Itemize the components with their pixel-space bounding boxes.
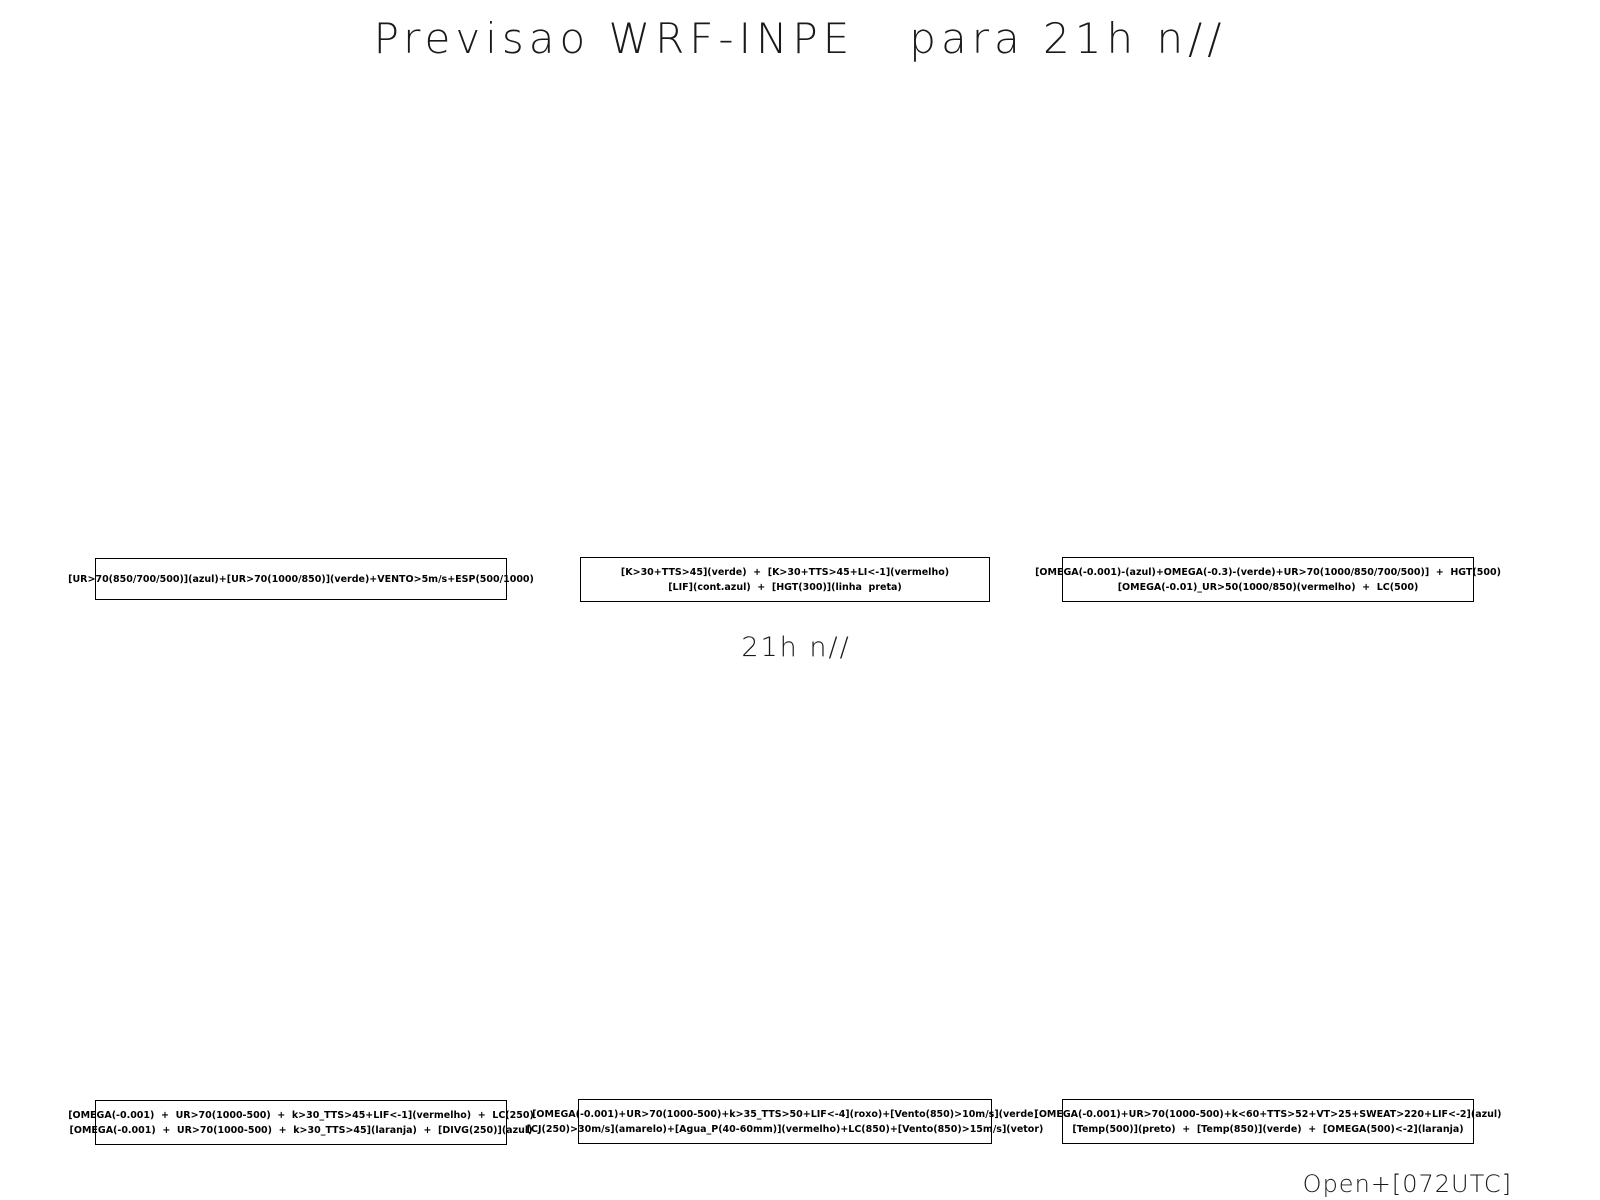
legend-box-bottom-middle [526,1099,1044,1144]
legend-box-top-left [68,558,534,600]
legend-line: [OMEGA(-0.001)+UR>70(1000-500)+k<60+TTS>52+VT>25+SWEAT>220+LIF<-2](azul) [1034,1108,1502,1120]
legend-line: [CJ(250)>30m/s](amarelo)+[Agua_P(40-60mm)](vermelho)+LC(850)+[Vento(850)>15m/s](vetor) [526,1123,1044,1135]
legend-box-bottom-left [68,1100,534,1145]
legend-line: [Temp(500)](preto) + [Temp(850)](verde) + [OMEGA(500)<-2](laranja) [1072,1123,1464,1135]
legend-box-top-middle [580,557,990,602]
legend-line: [OMEGA(-0.001) + UR>70(1000-500) + k>30_TTS>45](laranja) + [DIVG(250)](azul) [69,1124,533,1136]
legend-box-bottom-right [1034,1099,1502,1144]
middle-caption: 21h n// [741,632,851,663]
legend-line: [OMEGA(-0.001)+UR>70(1000-500)+k>35_TTS>50+LIF<-4](roxo)+[Vento(850)>10m/s](verde) [532,1108,1038,1120]
legend-line: [OMEGA(-0.001) + UR>70(1000-500) + k>30_TTS>45+LIF<-1](vermelho) + LC(250) [68,1109,534,1121]
footer-label: Open+[072UTC] [1302,1170,1512,1198]
legend-box-top-right [1035,557,1501,602]
page-title: Previsao WRF-INPE para 21h n// [373,14,1227,63]
legend-line: [OMEGA(-0.001)-(azul)+OMEGA(-0.3)-(verde)+UR>70(1000/850/700/500)] + HGT(500) [1035,566,1501,578]
legend-line: [OMEGA(-0.01)_UR>50(1000/850)(vermelho) + LC(500) [1117,581,1419,593]
legend-line: [UR>70(850/700/500)](azul)+[UR>70(1000/850)](verde)+VENTO>5m/s+ESP(500/1000) [68,573,534,585]
legend-line: [K>30+TTS>45](verde) + [K>30+TTS>45+LI<-1](vermelho) [620,566,950,578]
legend-line: [LIF](cont.azul) + [HGT(300)](linha preta) [668,581,902,593]
